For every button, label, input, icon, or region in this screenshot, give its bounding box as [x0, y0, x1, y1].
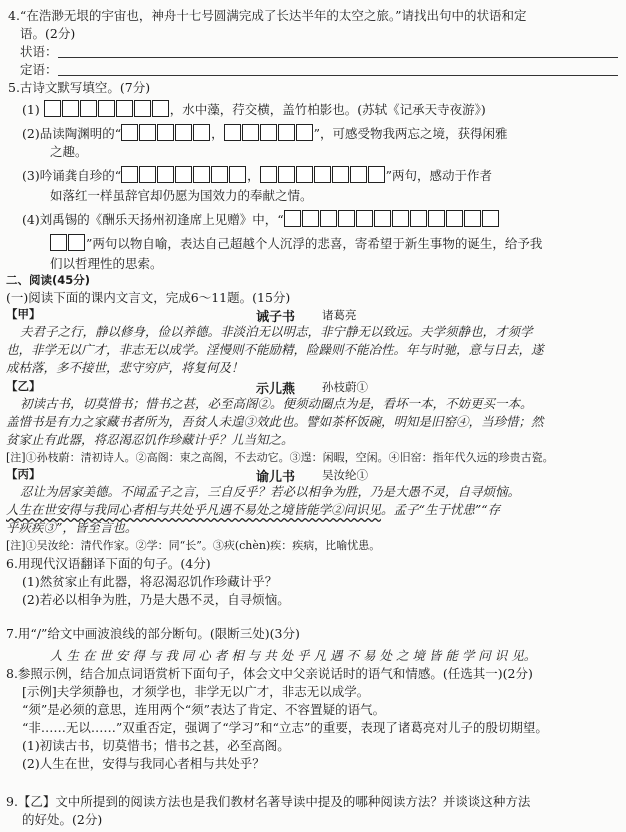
q5-item4-line3: 们以哲理性的思索。: [50, 256, 163, 271]
answer-box[interactable]: [374, 210, 391, 227]
bing-tag: 【丙】: [6, 467, 41, 481]
answer-box[interactable]: [314, 166, 331, 183]
answer-box[interactable]: [152, 100, 169, 117]
answer-box[interactable]: [68, 234, 85, 251]
answer-box[interactable]: [356, 210, 373, 227]
bing-para-1: 忍让为居家美德。不闻孟子之言，三自反乎？若必以相争为胜，乃是大愚不灵，自寻烦恼。: [20, 484, 521, 499]
answer-box[interactable]: [175, 124, 192, 141]
answer-box[interactable]: [121, 124, 138, 141]
answer-box[interactable]: [134, 100, 151, 117]
yi-tag: 【乙】: [6, 379, 41, 393]
q8-option-1: (1)初读古书，切莫惜书；惜书之甚，必至高阁。: [22, 738, 290, 753]
answer-box[interactable]: [62, 100, 79, 117]
section2-subheading: (一)阅读下面的课内文言文，完成6～11题。(15分): [6, 290, 291, 305]
q5-item2: (2)品读陶渊明的“ ， ”，可感受物我两忘之境，获得闲雅: [22, 126, 508, 141]
q5-item4: (4)刘禹锡的《酬乐天扬州初逢席上见赠》中，“: [22, 210, 500, 228]
yi-author: 孙枝蔚①: [322, 380, 368, 394]
jia-para-1: 夫君子之行，静以修身，俭以养德。非淡泊无以明志，非宁静无以致远。夫学须静也，才须学: [20, 324, 533, 339]
answer-box[interactable]: [338, 210, 355, 227]
bing-para-3: 乎疢疾③”，皆至言也。: [6, 520, 138, 535]
answer-box[interactable]: [193, 124, 210, 141]
answer-box[interactable]: [350, 166, 367, 183]
answer-box[interactable]: [98, 100, 115, 117]
q7-head: 7.用“/”给文中画波浪线的部分断句。(限断三处)(3分): [6, 626, 300, 641]
answer-box[interactable]: [121, 166, 138, 183]
answer-box[interactable]: [157, 166, 174, 183]
answer-box[interactable]: [260, 166, 277, 183]
yi-para-1: 初读古书，切莫惜书；惜书之甚，必至高阁②。便须动圈点为是，看坏一本，不妨更买一本。: [20, 396, 533, 411]
q5-item1: (1) ，水中藻，荇交横，盖竹柏影也。(苏轼《记承天寺夜游》): [22, 102, 486, 117]
q8-option-2: (2)人生在世，安得与我同心者相与共处乎？: [22, 756, 265, 771]
answer-box[interactable]: [368, 166, 385, 183]
answer-box[interactable]: [50, 234, 67, 251]
q4-attributive-row: 定语：: [20, 62, 618, 78]
q8-example-note-1: “须”是必须的意思，连用两个“须”表达了肯定、不容置疑的语气。: [22, 702, 386, 717]
q4-line2: 语。(2分): [20, 26, 76, 41]
answer-box[interactable]: [284, 210, 301, 227]
answer-box[interactable]: [224, 124, 241, 141]
answer-box[interactable]: [260, 124, 277, 141]
q5-item3-blank-a[interactable]: [121, 168, 247, 183]
adverbial-answer-line[interactable]: [58, 45, 618, 58]
q8-example: [示例]夫学须静也，才须学也，非学无以广才，非志无以成学。: [22, 684, 370, 699]
q9-line2: 的好处。(2分): [22, 812, 103, 827]
q5-item2-line2: 之趣。: [50, 144, 88, 159]
q6-sentence-1: (1)然贫家止有此器，将忍渴忍饥作珍藏计乎？: [22, 574, 278, 589]
answer-box[interactable]: [193, 166, 210, 183]
yi-title: 示儿燕: [256, 382, 296, 397]
jia-title: 诫子书: [256, 310, 296, 325]
q5-item3: (3)吟诵龚自珍的“ ， ”两句，感动于作者: [22, 168, 493, 183]
answer-box[interactable]: [229, 166, 246, 183]
jia-author: 诸葛亮: [322, 308, 357, 322]
answer-box[interactable]: [302, 210, 319, 227]
answer-box[interactable]: [482, 210, 499, 227]
q9-line1: 9.【乙】文中所提到的阅读方法也是我们教材名著导读中提及的哪种阅读方法？并谈谈这种方法: [6, 794, 531, 809]
answer-box[interactable]: [410, 210, 427, 227]
section2-heading: 二、阅读(45分): [6, 273, 91, 287]
q5-item3-line2: 如落红一样虽辞官却仍愿为国效力的奉献之情。: [50, 188, 313, 203]
answer-box[interactable]: [80, 100, 97, 117]
q5-item2-blank-b[interactable]: [224, 126, 314, 141]
answer-box[interactable]: [116, 100, 133, 117]
answer-box[interactable]: [320, 210, 337, 227]
jia-para-3: 成枯落，多不接世，悲守穷庐，将复何及！: [6, 360, 244, 375]
answer-box[interactable]: [296, 166, 313, 183]
answer-box[interactable]: [332, 166, 349, 183]
answer-box[interactable]: [296, 124, 313, 141]
q6-head: 6.用现代汉语翻译下面的句子。(4分): [6, 556, 211, 571]
answer-box[interactable]: [242, 124, 259, 141]
q5-item1-blank[interactable]: [44, 102, 170, 117]
yi-note: [注]①孙枝蔚：清初诗人。②高阁：束之高阁，不去动它。③遑：闲暇，空闲。④旧窑：指年代久远的珍贵古瓷。: [6, 451, 554, 464]
attributive-answer-line[interactable]: [58, 63, 618, 76]
q7-passage: 人 生 在 世 安 得 与 我 同 心 者 相 与 共 处 乎 凡 遇 不 易 处 之 境 皆 能 学 问 识 见。: [50, 648, 537, 663]
q4-line1: 4.“在浩渺无垠的宇宙也，神舟十七号圆满完成了长达半年的太空之旅。”请找出句中的状语和定: [8, 8, 527, 23]
answer-box[interactable]: [446, 210, 463, 227]
yi-para-2: 盖惜书是有力之家藏书者所为，吾贫人未遑③效此也。譬如茶杯饭碗，明知是旧窑④，当珍惜；然: [6, 414, 544, 429]
answer-box[interactable]: [139, 166, 156, 183]
answer-box[interactable]: [464, 210, 481, 227]
jia-para-2: 也，非学无以广才，非志无以成学。淫慢则不能励精，险躁则不能冶性。年与时驰，意与日去，遂: [6, 342, 544, 357]
answer-box[interactable]: [139, 124, 156, 141]
yi-para-3: 贫家止有此器，将忍渴忍饥作珍藏计乎？儿当知之。: [6, 432, 294, 447]
q8-example-note-2: “非……无以……”双重否定，强调了“学习”和“立志”的重要，表现了诸葛亮对儿子的殷切期望。: [22, 720, 548, 735]
wavy-underlined-passage: 人生在世安得与我同心者相与共处乎凡遇不易处之境皆能学②问识见: [6, 502, 382, 517]
answer-box[interactable]: [278, 124, 295, 141]
bing-author: 吴汝纶①: [322, 468, 368, 482]
q5-item3-blank-b[interactable]: [260, 168, 386, 183]
q5-item2-blank-a[interactable]: [121, 126, 211, 141]
answer-box[interactable]: [278, 166, 295, 183]
bing-note: [注]①吴汝纶：清代作家。②学：同“长”。③疢(chèn)疾：疾病，比喻忧患。: [6, 539, 381, 552]
q8-head: 8.参照示例，结合加点词语赏析下面句子，体会文中父亲说话时的语气和情感。(任选其一)(2分): [6, 666, 533, 681]
answer-box[interactable]: [157, 124, 174, 141]
bing-title: 谕儿书: [256, 470, 296, 485]
answer-box[interactable]: [175, 166, 192, 183]
answer-box[interactable]: [44, 100, 61, 117]
q6-sentence-2: (2)若必以相争为胜，乃是大愚不灵，自寻烦恼。: [22, 592, 290, 607]
q4-adverbial-row: 状语：: [20, 44, 618, 60]
q5-item4-blank-a[interactable]: [284, 212, 500, 227]
q5-item4-blank-b[interactable]: [50, 236, 86, 251]
answer-box[interactable]: [392, 210, 409, 227]
q5-item4-line2: ”两句以物自喻，表达自己超越个人沉浮的悲喜，寄希望于新生事物的诞生，给予我: [50, 234, 542, 252]
bing-para-2: 人生在世安得与我同心者相与共处乎凡遇不易处之境皆能学②问识见。孟子“生于忧患”“存: [6, 502, 501, 517]
answer-box[interactable]: [428, 210, 445, 227]
jia-tag: 【甲】: [6, 307, 41, 321]
answer-box[interactable]: [211, 166, 228, 183]
q5-head: 5.古诗文默写填空。(7分): [8, 80, 151, 95]
